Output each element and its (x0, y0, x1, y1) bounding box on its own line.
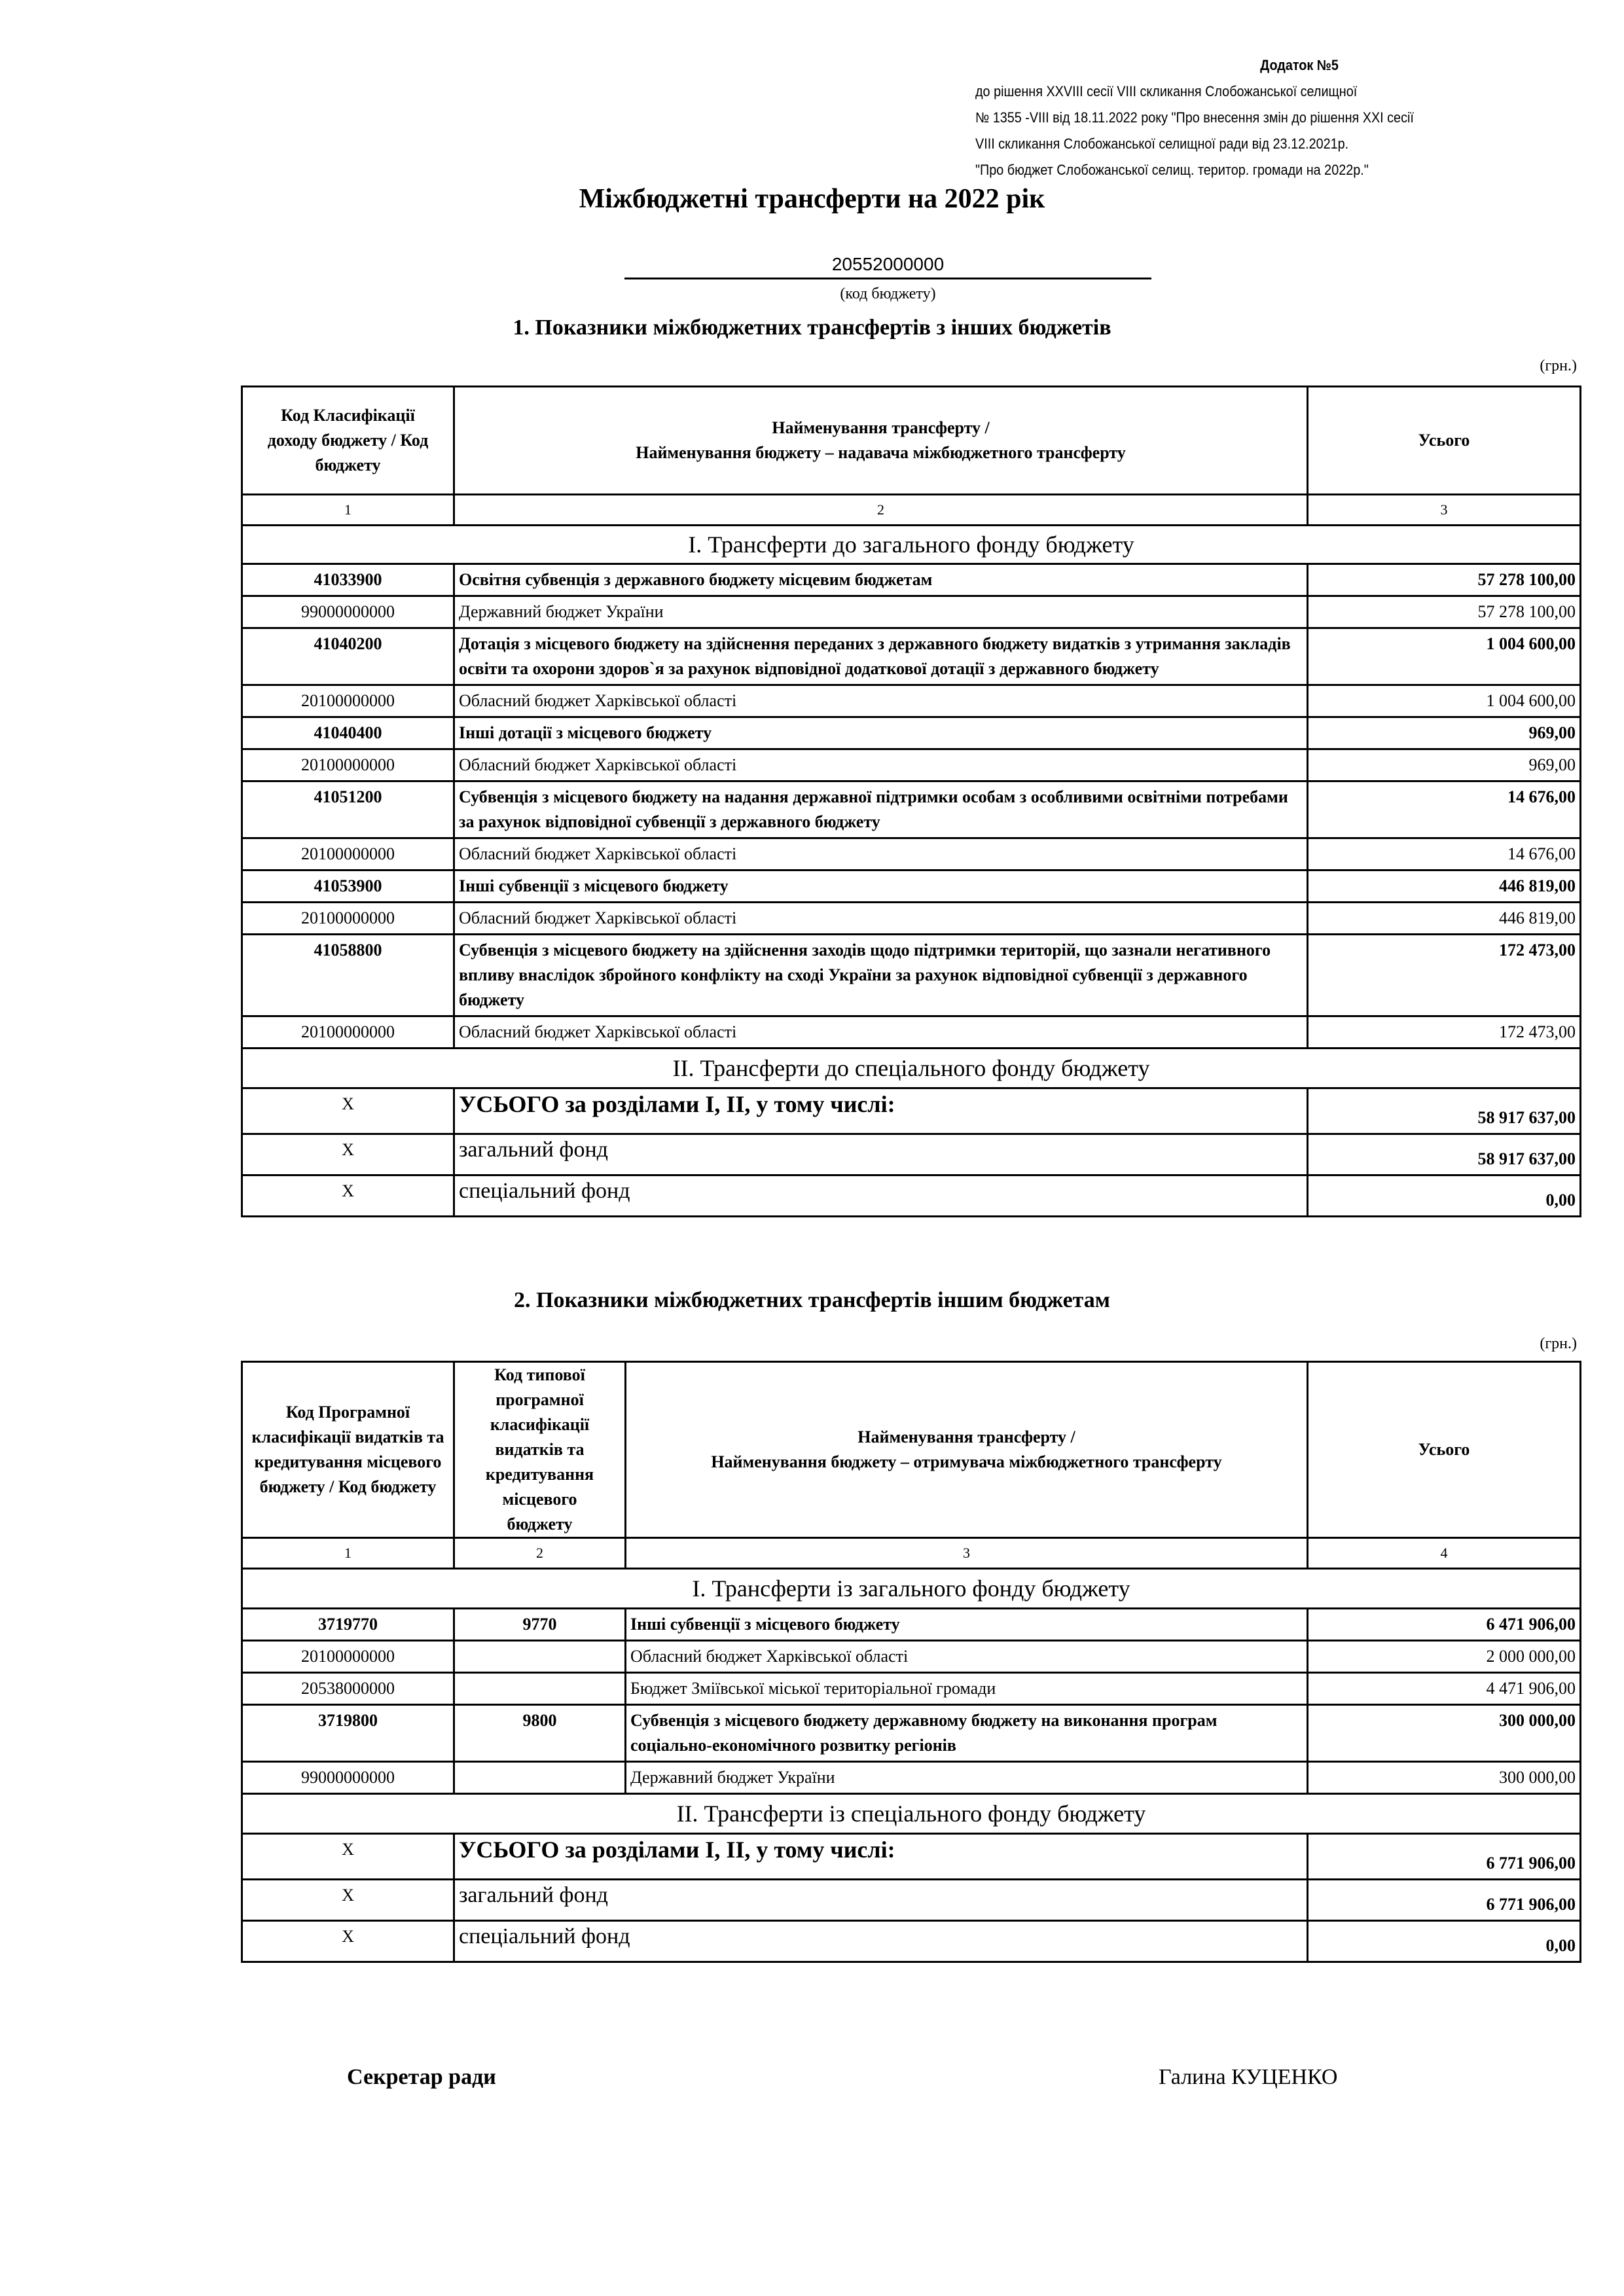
row-total: 14 676,00 (1308, 838, 1581, 870)
incoming-transfers-table (241, 386, 1581, 1217)
section-title: ІІ. Трансферти із спеціального фонду бюджету (242, 1794, 1581, 1834)
row-code: 99000000000 (242, 596, 454, 628)
row-code: 20100000000 (242, 838, 454, 870)
row-code: 20100000000 (242, 1016, 454, 1049)
column-header: Код типової програмної класифікації видатків та кредитування місцевого бюджету (454, 1362, 626, 1538)
row-type-code (454, 1673, 626, 1705)
row-total: 300 000,00 (1308, 1762, 1581, 1794)
total-row (242, 1880, 1581, 1921)
appendix-header (975, 52, 1553, 183)
column-header: Код Програмної класифікації видатків та кредитування місцевого бюджету / Код бюджету (242, 1362, 454, 1538)
row-code: 41053900 (242, 870, 454, 903)
row-name: Державний бюджет України (626, 1762, 1308, 1794)
column-header: Найменування трансферту / Найменування бюджету – надавача міжбюджетного трансферту (454, 387, 1308, 495)
column-header: Усього (1308, 1362, 1581, 1538)
row-total: 172 473,00 (1308, 935, 1581, 1016)
row-name: Бюджет Зміївської міської територіальної громади (626, 1673, 1308, 1705)
row-total: 446 819,00 (1308, 870, 1581, 903)
total-mark: X (242, 1088, 454, 1134)
total-mark: X (242, 1834, 454, 1880)
table-row (242, 596, 1581, 628)
appendix-number: Додаток №5 (1260, 57, 1339, 73)
total-row (242, 1834, 1581, 1880)
row-total: 14 676,00 (1308, 781, 1581, 838)
table-row (242, 1609, 1581, 1641)
row-type-code: 9770 (454, 1609, 626, 1641)
row-total: 57 278 100,00 (1308, 596, 1581, 628)
row-name: Державний бюджет України (454, 596, 1308, 628)
total-value: 6 771 906,00 (1308, 1834, 1581, 1880)
total-value: 0,00 (1308, 1175, 1581, 1217)
column-header: Код Класифікації доходу бюджету / Код бюджету (242, 387, 454, 495)
page-title: Міжбюджетні трансферти на 2022 рік (579, 184, 1045, 214)
section-title: І. Трансферти до загального фонду бюджету (242, 526, 1581, 564)
row-name: Інші субвенції з місцевого бюджету (454, 870, 1308, 903)
row-type-code (454, 1762, 626, 1794)
total-label: загальний фонд (454, 1134, 1308, 1175)
table-row (242, 564, 1581, 596)
section2-heading: 2. Показники міжбюджетних трансфертів іншим бюджетам (514, 1288, 1110, 1312)
total-row (242, 1134, 1581, 1175)
row-name: Інші субвенції з місцевого бюджету (626, 1609, 1308, 1641)
header-line: № 1355 -VIII від 18.11.2022 року "Про внесення змін до рішення XXI сесії (975, 109, 1414, 126)
row-total: 57 278 100,00 (1308, 564, 1581, 596)
column-number: 2 (454, 1538, 626, 1569)
row-code: 20100000000 (242, 749, 454, 781)
row-code: 41040200 (242, 628, 454, 685)
row-code: 41033900 (242, 564, 454, 596)
row-code: 20538000000 (242, 1673, 454, 1705)
column-number-row (242, 495, 1581, 526)
table-header-row (242, 387, 1581, 495)
table-row (242, 749, 1581, 781)
total-mark: X (242, 1134, 454, 1175)
row-code: 20100000000 (242, 903, 454, 935)
row-type-code (454, 1641, 626, 1673)
table-row (242, 1705, 1581, 1762)
table-row (242, 717, 1581, 749)
row-total: 969,00 (1308, 749, 1581, 781)
total-value: 6 771 906,00 (1308, 1880, 1581, 1921)
section-row (242, 526, 1581, 564)
total-label: УСЬОГО за розділами І, ІІ, у тому числі: (454, 1088, 1308, 1134)
row-name: Обласний бюджет Харківської області (454, 903, 1308, 935)
total-row (242, 1088, 1581, 1134)
row-total: 4 471 906,00 (1308, 1673, 1581, 1705)
row-code: 99000000000 (242, 1762, 454, 1794)
table-header-row (242, 1362, 1581, 1538)
header-line: "Про бюджет Слобожанської селищ. територ. громади на 2022р." (975, 162, 1369, 178)
row-type-code: 9800 (454, 1705, 626, 1762)
row-code: 41058800 (242, 935, 454, 1016)
section-row (242, 1794, 1581, 1834)
signature-position: Секретар ради (347, 2065, 496, 2089)
row-total: 300 000,00 (1308, 1705, 1581, 1762)
row-name: Освітня субвенція з державного бюджету місцевим бюджетам (454, 564, 1308, 596)
row-name: Субвенція з місцевого бюджету на надання державної підтримки особам з особливими освітніми потребами за рахунок відповідної субвенції з державного бюджету (454, 781, 1308, 838)
table-row (242, 781, 1581, 838)
section1-unit: (грн.) (1540, 357, 1577, 374)
row-code: 41040400 (242, 717, 454, 749)
total-row (242, 1175, 1581, 1217)
section1-heading: 1. Показники міжбюджетних трансфертів з інших бюджетів (513, 315, 1111, 340)
column-number: 3 (626, 1538, 1308, 1569)
column-number: 3 (1308, 495, 1581, 526)
total-value: 58 917 637,00 (1308, 1088, 1581, 1134)
row-name: Інші дотації з місцевого бюджету (454, 717, 1308, 749)
table-row (242, 1641, 1581, 1673)
row-total: 969,00 (1308, 717, 1581, 749)
row-code: 20100000000 (242, 1641, 454, 1673)
total-mark: X (242, 1175, 454, 1217)
row-name: Субвенція з місцевого бюджету державному бюджету на виконання програм соціально-економічного розвитку регіонів (626, 1705, 1308, 1762)
row-name: Дотація з місцевого бюджету на здійснення переданих з державного бюджету видатків з утримання закладів освіти та охорони здоров`я за рахунок відповідної додаткової дотації з державного бюджету (454, 628, 1308, 685)
table-row (242, 628, 1581, 685)
column-number: 2 (454, 495, 1308, 526)
row-total: 172 473,00 (1308, 1016, 1581, 1049)
column-header: Найменування трансферту / Найменування бюджету – отримувача міжбюджетного трансферту (626, 1362, 1308, 1538)
table-row (242, 838, 1581, 870)
total-value: 58 917 637,00 (1308, 1134, 1581, 1175)
table-row (242, 1762, 1581, 1794)
row-code: 3719770 (242, 1609, 454, 1641)
row-name: Субвенція з місцевого бюджету на здійснення заходів щодо підтримки територій, що зазнали негативного впливу внаслідок збройного конфлікту на сході України за рахунок відповідної субвенції з державного бюджету (454, 935, 1308, 1016)
total-mark: X (242, 1921, 454, 1962)
budget-code-label: (код бюджету) (840, 285, 936, 302)
table-row (242, 903, 1581, 935)
row-name: Обласний бюджет Харківської області (454, 685, 1308, 717)
row-total: 6 471 906,00 (1308, 1609, 1581, 1641)
table-row (242, 1016, 1581, 1049)
total-mark: X (242, 1880, 454, 1921)
row-name: Обласний бюджет Харківської області (454, 838, 1308, 870)
total-label: спеціальний фонд (454, 1921, 1308, 1962)
total-row (242, 1921, 1581, 1962)
column-number: 1 (242, 495, 454, 526)
total-value: 0,00 (1308, 1921, 1581, 1962)
row-total: 1 004 600,00 (1308, 685, 1581, 717)
row-code: 41051200 (242, 781, 454, 838)
row-total: 2 000 000,00 (1308, 1641, 1581, 1673)
row-name: Обласний бюджет Харківської області (454, 1016, 1308, 1049)
row-code: 3719800 (242, 1705, 454, 1762)
section-row (242, 1049, 1581, 1088)
row-code: 20100000000 (242, 685, 454, 717)
header-line: до рішення XXVIII сесії VIII скликання Слобожанської селищної (975, 83, 1358, 99)
total-label: УСЬОГО за розділами І, ІІ, у тому числі: (454, 1834, 1308, 1880)
section2-unit: (грн.) (1540, 1335, 1577, 1352)
row-name: Обласний бюджет Харківської області (626, 1641, 1308, 1673)
signature-name: Галина КУЦЕНКО (1159, 2065, 1338, 2089)
table-row (242, 935, 1581, 1016)
table-row (242, 685, 1581, 717)
total-label: спеціальний фонд (454, 1175, 1308, 1217)
table-row (242, 1673, 1581, 1705)
header-line: VIII скликання Слобожанської селищної ради від 23.12.2021р. (975, 135, 1349, 152)
column-number-row (242, 1538, 1581, 1569)
outgoing-transfers-table (241, 1361, 1581, 1963)
total-label: загальний фонд (454, 1880, 1308, 1921)
table-row (242, 870, 1581, 903)
column-number: 4 (1308, 1538, 1581, 1569)
column-number: 1 (242, 1538, 454, 1569)
budget-code: 20552000000 (624, 254, 1151, 279)
column-header: Усього (1308, 387, 1581, 495)
section-title: ІІ. Трансферти до спеціального фонду бюджету (242, 1049, 1581, 1088)
row-name: Обласний бюджет Харківської області (454, 749, 1308, 781)
row-total: 1 004 600,00 (1308, 628, 1581, 685)
section-row (242, 1569, 1581, 1609)
row-total: 446 819,00 (1308, 903, 1581, 935)
section-title: І. Трансферти із загального фонду бюджету (242, 1569, 1581, 1609)
